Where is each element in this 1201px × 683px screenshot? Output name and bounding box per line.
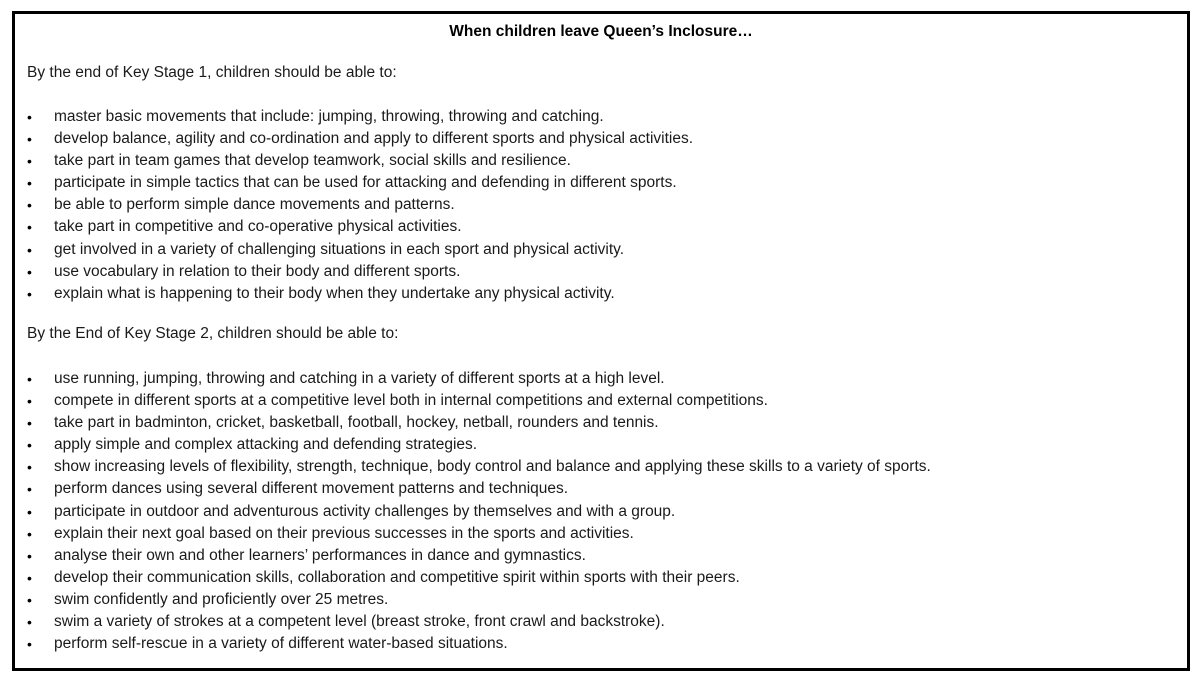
bullet-icon: • — [27, 393, 32, 410]
bullet-icon: • — [27, 285, 32, 302]
list-item-text: use vocabulary in relation to their body and different sports. — [54, 262, 461, 280]
list-item-text: be able to perform simple dance movements and patterns. — [54, 196, 455, 214]
list-item-text: develop their communication skills, collaboration and competitive spirit within sports with their peers. — [54, 568, 740, 586]
ks2-list — [15, 368, 931, 655]
list-item-text: develop balance, agility and co-ordination and apply to different sports and physical activities. — [54, 130, 694, 148]
list-item — [15, 368, 931, 390]
list-item-text: participate in simple tactics that can be used for attacking and defending in different sports. — [54, 174, 677, 192]
bullet-icon: • — [27, 636, 32, 653]
ks2-intro: By the End of Key Stage 2, children should be able to: — [27, 325, 399, 342]
bullet-icon: • — [27, 415, 32, 432]
list-item — [15, 194, 693, 216]
list-item — [15, 106, 693, 128]
ks1-list — [15, 106, 693, 305]
list-item-text: get involved in a variety of challenging situations in each sport and physical activity. — [54, 240, 625, 258]
bullet-icon: • — [27, 525, 32, 542]
list-item — [15, 589, 931, 611]
list-item-text: use running, jumping, throwing and catching in a variety of different sports at a high level. — [54, 370, 665, 387]
bullet-icon: • — [27, 153, 32, 170]
bullet-icon: • — [27, 131, 32, 148]
bullet-icon: • — [27, 263, 32, 280]
list-item-text: perform dances using several different movement patterns and techniques. — [54, 480, 569, 498]
list-item — [15, 567, 931, 589]
list-item — [15, 216, 693, 238]
list-item — [15, 633, 931, 655]
page-title: When children leave Queen’s Inclosure… — [449, 23, 753, 40]
list-item-text: take part in competitive and co-operative physical activities. — [54, 218, 462, 236]
bullet-icon: • — [27, 547, 32, 564]
ks1-intro: By the end of Key Stage 1, children should be able to: — [27, 64, 397, 81]
bullet-icon: • — [27, 614, 32, 631]
bullet-icon: • — [27, 175, 32, 192]
list-item-text: swim confidently and proficiently over 25 metres. — [54, 590, 389, 608]
bullet-icon: • — [27, 437, 32, 454]
bullet-icon: • — [27, 459, 32, 476]
list-item — [15, 128, 693, 150]
bullet-icon: • — [27, 569, 32, 586]
list-item — [15, 523, 931, 545]
list-item-text: take part in team games that develop teamwork, social skills and resilience. — [54, 152, 571, 170]
list-item-text: analyse their own and other learners’ performances in dance and gymnastics. — [54, 546, 586, 564]
list-item — [15, 261, 693, 283]
list-item — [15, 390, 931, 412]
list-item-text: perform self-rescue in a variety of different water-based situations. — [54, 635, 508, 653]
list-item-text: take part in badminton, cricket, basketball, football, hockey, netball, rounders and tennis. — [54, 414, 659, 432]
list-item — [15, 545, 931, 567]
list-item — [15, 172, 693, 194]
list-item-text: compete in different sports at a competitive level both in internal competitions and external competitions. — [54, 392, 768, 410]
document-frame — [12, 11, 1190, 671]
list-item — [15, 611, 931, 633]
list-item-text: swim a variety of strokes at a competent level (breast stroke, front crawl and backstroke). — [54, 613, 665, 631]
bullet-icon: • — [27, 481, 32, 498]
list-item-text: explain what is happening to their body when they undertake any physical activity. — [54, 284, 615, 302]
bullet-icon: • — [27, 219, 32, 236]
list-item-text: explain their next goal based on their previous successes in the sports and activities. — [54, 524, 634, 542]
list-item-text: apply simple and complex attacking and defending strategies. — [54, 436, 478, 454]
list-item-text: master basic movements that include: jumping, throwing, throwing and catching. — [54, 108, 604, 125]
list-item-text: show increasing levels of flexibility, strength, technique, body control and balance and applying these skills to a variety of sports. — [54, 458, 931, 476]
list-item-text: participate in outdoor and adventurous activity challenges by themselves and with a group. — [54, 502, 676, 520]
bullet-icon: • — [27, 241, 32, 258]
list-item — [15, 456, 931, 478]
bullet-icon: • — [27, 197, 32, 214]
list-item — [15, 412, 931, 434]
bullet-icon: • — [27, 591, 32, 608]
bullet-icon: • — [27, 371, 32, 387]
list-item — [15, 239, 693, 261]
list-item — [15, 478, 931, 500]
list-item — [15, 150, 693, 172]
bullet-icon: • — [27, 109, 32, 125]
list-item — [15, 434, 931, 456]
list-item — [15, 283, 693, 305]
list-item — [15, 501, 931, 523]
bullet-icon: • — [27, 503, 32, 520]
